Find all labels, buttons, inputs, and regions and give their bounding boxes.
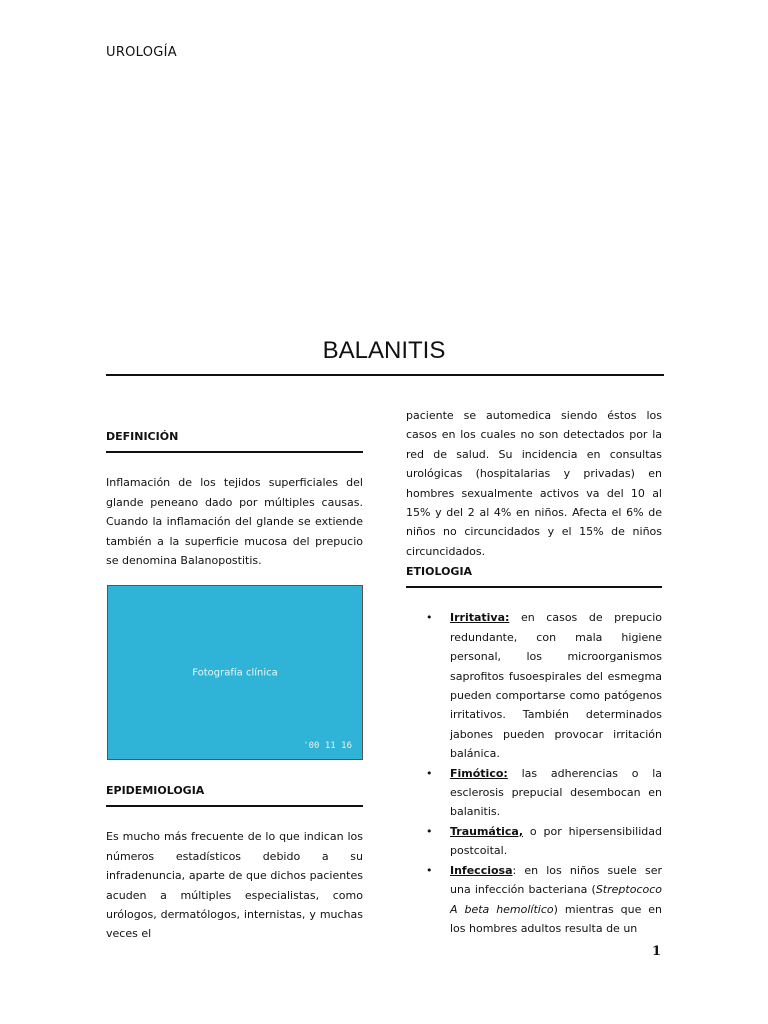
item-term: Traumática, — [450, 824, 524, 838]
etiologia-heading: ETIOLOGIA — [406, 562, 662, 588]
list-item — [406, 608, 662, 763]
epidemiologia-continuation — [406, 406, 662, 561]
item-term: Fimótico: — [450, 766, 508, 780]
etiologia-section — [406, 562, 662, 938]
epidemiologia-text-right: paciente se automedica siendo éstos los casos en los cuales no son detectados por la red de salud. Su incidencia en consultas urológicas (hospitalarias y privadas) en hombres sexualmente activos va del 10 al 15% y del 2 al 4% en niños. Afecta el 6% de niños no circuncidados y el 15% de niños circuncidados. — [406, 409, 662, 558]
definicion-section — [106, 427, 363, 570]
item-term: Irritativa: — [450, 611, 510, 625]
clinical-photo — [107, 585, 363, 760]
epidemiologia-section — [106, 781, 363, 944]
item-text: : en los niños suele ser una infección bacteriana ( — [450, 863, 662, 897]
definicion-heading: DEFINICIÓN — [106, 427, 363, 453]
bullet-icon: • — [426, 611, 433, 625]
item-text: las adherencias o la esclerosis prepucial desembocan en balanitis. — [450, 766, 662, 819]
epidemiologia-heading: EPIDEMIOLOGIA — [106, 781, 363, 807]
list-item — [406, 861, 662, 939]
item-text: ) mientras que en los hombres adultos resulta de un — [450, 902, 663, 935]
item-term: Infecciosa — [450, 863, 513, 877]
list-item — [406, 822, 662, 861]
photo-date-stamp: '00 11 16 — [303, 741, 352, 751]
definicion-text: Inflamación de los tejidos superficiales del glande peneano dado por múltiples causas. Cuando la inflamación del glande se extiende también a la superficie mucosa del prepucio se denomina Balanopostitis. — [106, 476, 363, 568]
bullet-icon: • — [426, 863, 433, 877]
bullet-icon: • — [426, 824, 433, 838]
epidemiologia-text-left: Es mucho más frecuente de lo que indican los números estadísticos debido a su infradenuncia, aparte de que dichos pacientes acuden a múltiples especialistas, como urólogos, dermatólogos, internistas, y muchas veces el — [106, 830, 363, 941]
running-header: UROLOGÍA — [106, 45, 177, 60]
page-number: 1 — [651, 944, 661, 959]
item-text: o por hipersensibilidad postcoital. — [450, 824, 662, 858]
title-divider — [106, 374, 664, 376]
article-title: BALANITIS — [322, 337, 446, 364]
item-italic: Streptococo A beta hemolítico — [450, 883, 662, 916]
etiologia-list — [406, 608, 662, 938]
list-item — [406, 764, 662, 822]
item-text: en casos de prepucio redundante, con mala higiene personal, los microorganismos saprofitos fusoespirales del esmegma pueden comportarse como patógenos irritativos. También determinados jabones pueden provocar irritación balánica. — [450, 611, 662, 761]
photo-placeholder-label: Fotografía clínica — [192, 667, 278, 678]
bullet-icon: • — [426, 766, 433, 780]
